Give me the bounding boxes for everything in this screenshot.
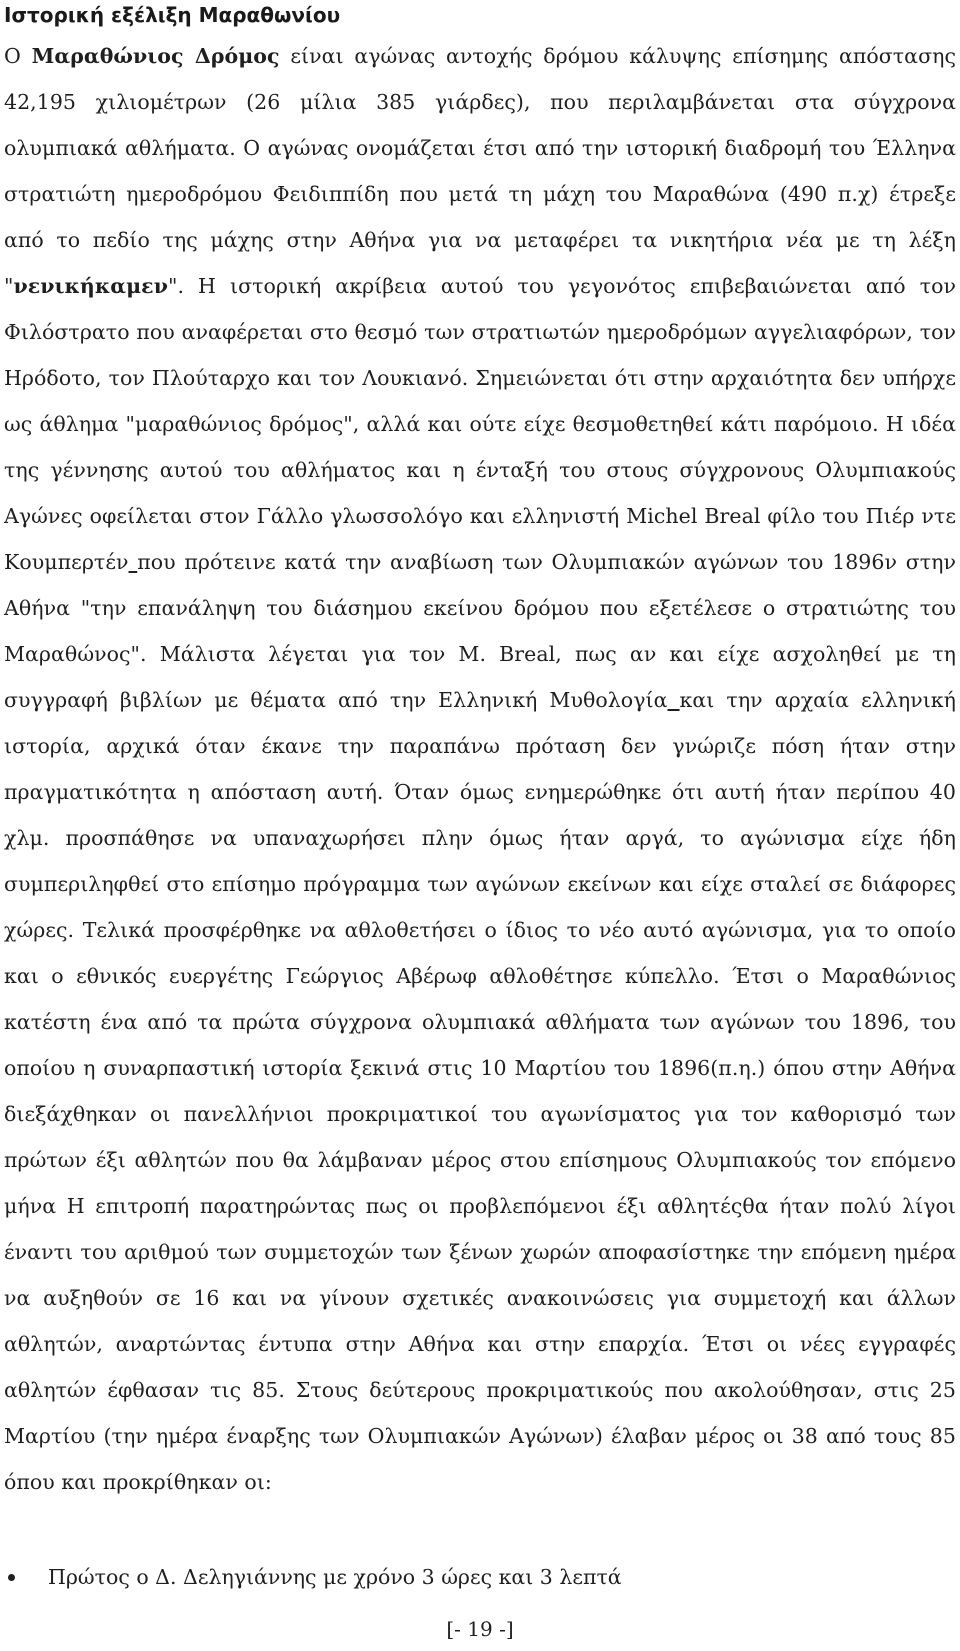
paragraph-text-3: ". Η ιστορική ακρίβεια αυτού του γεγονότος επιβεβαιώνεται από τον Φιλόστρατο που αναφέρεται στο θεσμό των στρατιωτών ημεροδρόμων αγγελιαφόρων, τον Ηρόδοτο, τον Πλούταρχο και τον Λουκιανό. Σημειώνεται ότι στην αρχαιότητα δεν υπήρχε ως άθλημα "μαραθώνιος δρόμος", αλλά και ούτε είχε θεσμοθετηθεί κάτι παρόμοιο. Η ιδέα της γέννησης αυτού του αθλήματος και η ένταξή του στους σύγχρονους Ολυμπιακούς Αγώνες οφείλεται στον Γάλλο γλωσσολόγο και ελληνιστή Michel Breal φίλο του Πιέρ ντε Κουμπερτέν bbox=[4, 274, 956, 574]
paragraph-text-5: και την αρχαία ελληνική ιστορία, αρχικά όταν έκανε την παραπάνω πρόταση δεν γνώριζε πόση ήταν στην πραγματικότητα η απόσταση αυτή. Όταν όμως ενημερώθηκε ότι αυτή ήταν περίπου 40 χλμ. προσπάθησε να υπαναχωρήσει πλην όμως ήταν αργά, το αγώνισμα είχε ήδη συμπεριληφθεί στο επίσημο πρόγραμμα των αγώνων εκείνων και είχε σταλεί σε διάφορες χώρες. Τελικά προσφέρθηκε να αθλοθετήσει ο ίδιος το νέο αυτό αγώνισμα, για το οποίο και ο εθνικός ευεργέτης Γεώργιος Αβέρωφ αθλοθέτησε κύπελλο. Έτσι ο Μαραθώνιος κατέστη ένα από τα πρώτα σύγχρονα ολυμπιακά αθλήματα των αγώνων του 1896, του οποίου η συναρπαστική ιστορία ξεκινά στις 10 Μαρτίου του 1896(π.η.) όπου στην Αθήνα διεξάχθηκαν οι πανελλήνιοι προκριματικοί του αγωνίσματος για τον καθορισμό των πρώτων έξι αθλητών που θα λάμβαναν μέρος στου επίσημους Ολυμπιακούς τον επόμενο μήνα Η επιτροπή παρατηρώντας πως οι προβλεπόμενοι έξι αθλητέςθα ήταν πολύ λίγοι έναντι του αριθμού των συμμετοχών των ξένων χωρών αποφασίστηκε την επόμενη ημέρα να αυξηθούν σε 16 και να γίνουν σχετικές ανακοινώσεις για συμμετοχή και άλλων αθλητών, αναρτώντας έντυπα στην Αθήνα και στην επαρχία. Έτσι οι νέες εγγραφές αθλητών έφθασαν τις 85. Στους δεύτερους προκριματικούς που ακολούθησαν, στις 25 Μαρτίου (την ημέρα έναρξης των Ολυμπιακών Αγώνων) έλαβαν μέρος οι 38 από τους 85 όπου και προκρίθηκαν οι: bbox=[4, 688, 956, 1494]
underlined-space-1 bbox=[129, 550, 138, 574]
term-marathon-run: Μαραθώνιος Δρόμος bbox=[31, 44, 280, 68]
list-item-text: Πρώτος ο Δ. Δεληγιάννης με χρόνο 3 ώρες και 3 λεπτά bbox=[48, 1565, 622, 1589]
underlined-space-2 bbox=[668, 688, 680, 712]
paragraph-text-1: Ο bbox=[4, 44, 32, 68]
paragraph-text-4: που πρότεινε κατά την αναβίωση των Ολυμπιακών αγώνων του 1896ν στην Αθήνα "την επανάληψη του διάσημου εκείνου δρόμου που εξετέλεσε ο στρατιώτης του Μαραθώνος". Μάλιστα λέγεται για τον Μ. Breal, πως αν και είχε ασχοληθεί με τη συγγραφή βιβλίων με θέματα από την Ελληνική Μυθολογία bbox=[4, 550, 956, 712]
term-nenikikamen: νενικήκαμεν bbox=[13, 274, 168, 298]
list-item bbox=[4, 1562, 956, 1592]
bullet-icon bbox=[8, 1574, 15, 1581]
qualifier-list bbox=[4, 1562, 956, 1592]
body-paragraph bbox=[4, 33, 956, 1505]
document-title: Ιστορική εξέλιξη Μαραθωνίου bbox=[4, 3, 341, 27]
paragraph-text-2: είναι αγώνας αντοχής δρόμου κάλυψης επίσημης απόστασης 42,195 χιλιομέτρων (26 μίλια 385 γιάρδες), που περιλαμβάνεται στα σύγχρονα ολυμπιακά αθλήματα. Ο αγώνας ονομάζεται έτσι από την ιστορική διαδρομή του Έλληνα στρατιώτη ημεροδρόμου Φειδιππίδη που μετά τη μάχη του Μαραθώνα (490 π.χ) έτρεξε από το πεδίο της μάχης στην Αθήνα για να μεταφέρει τα νικητήρια νέα με τη λέξη " bbox=[4, 44, 956, 298]
page-number: [- 19 -] bbox=[446, 1617, 514, 1641]
